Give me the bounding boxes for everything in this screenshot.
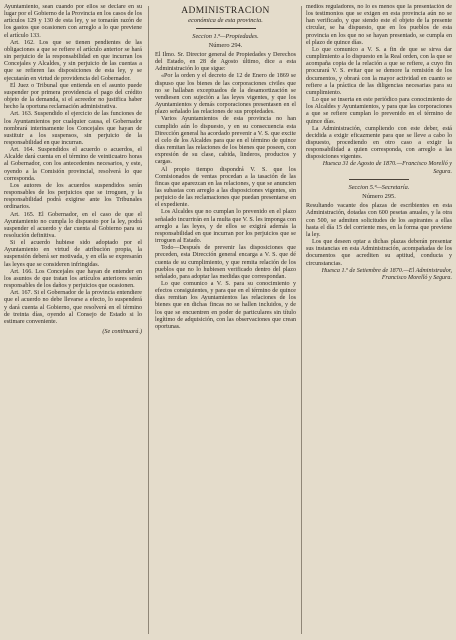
body-paragraph: Varios Ayuntamientos de esta provincia no han cumplido aún lo dispuesto, y en su consecuencia esta Dirección general ha acordado prevenir a V. S. que excite el celo de los Alcaldes para que en el término de quince días remitan las relaciones de los bienes que poseen, con expresión de su clase, cabida, linderos, productos y cargas. (155, 116, 296, 166)
body-paragraph: Todo—Después de prevenir las disposiciones que preceden, esta Dirección general encarga a V. S. que dé cuenta de su cumplimiento, y que remita relación de los pueblos que no lo hubiesen verificado dentro del plazo señalado, para adoptar las medidas que correspondan. (155, 245, 296, 280)
subsection-title: Seccion 5.ª—Secretaría. (348, 184, 410, 192)
body-paragraph: Los Alcaldes que no cumplan lo prevenido en el plazo señalado incurrirán en la multa que V. S. les imponga con arreglo a las leyes, y de ellos se exigirá además la responsabilidad en que incurran por los perjuicios que se irroguen al Estado. (155, 209, 296, 245)
column-left-body (4, 4, 142, 326)
body-paragraph: Art. 162. Los que se tienen pendientes de las obligaciones a que se refiere el artículo anterior se hará sin perjuicio de la responsabilidad en que incurran los Concejales y Alcaldes, y sin perjuicio de las cuentas a que se refieren las disposiciones de esta ley, y se ejecutarán en virtud de providencia del Gobernador. (4, 39, 142, 82)
body-paragraph: Lo que comunico a V. S. a fin de que se sirva dar cumplimiento a lo dispuesto en la Real orden, con la que se acompaña copia de la relación a que se refiere, a cuyo fin procurará V. S. evitar que se demore la remisión de los documentos, y obrará con la mayor actividad en cuanto se refiere a la práctica de las diligencias necesarias para su cumplimiento. (306, 46, 452, 96)
signature-line-2: Huesca 1.º de Setiembre de 1870.—El Administrador, Francisco Morelló y Segura. (321, 267, 452, 282)
body-paragraph: El Juez o Tribunal que entienda en el asunto puede suspender por primera providencia el pago del crédito objeto de la demanda, si el acreedor no justifica haber hecho la oportuna reclamación administrativa. (4, 82, 142, 111)
item-number: Número 295. (362, 193, 396, 201)
body-paragraph: medios reguladores, no lo es menos que la presentación de los testimonios que se exigen en esta provincia aún no se han verificado, y que siendo este el objeto de la presente circular, se ha dispuesto, que en los pueblos de esta provincia en los que no se hayan presentado, se cumpla en el plazo de quince días. (306, 4, 452, 46)
heading-rule (196, 28, 256, 29)
column-right-body (306, 4, 452, 161)
body-paragraph: El Ilmo. Sr. Director general de Propiedades y Derechos del Estado, en 28 de Agosto último, dice a esta Administración lo que sigue: (155, 52, 296, 73)
column-center-body (155, 52, 296, 331)
column-left (4, 4, 142, 636)
section-subheading: económica de esta provincia. (188, 17, 263, 24)
subsection-title: Seccion 1.ª—Propiedades. (192, 33, 259, 40)
body-paragraph: Art. 166. Los Concejales que hayan de entender en los asuntos de que tratan los artículos anteriores serán responsables de los daños y perjuicios que ocasionen. (4, 268, 142, 290)
column-divider (301, 6, 302, 634)
body-paragraph: Los autores de los acuerdos suspendidos serán responsables de los perjuicios que se irroguen, y la responsabilidad podrá exigirse ante los Tribunales ordinarios. (4, 182, 142, 211)
body-paragraph: Los que deseen optar a dichas plazas deberán presentar sus instancias en esta Administración, acompañadas de los documentos que acrediten su aptitud, conducta y circunstancias. (306, 239, 452, 267)
body-paragraph: La Administración, cumpliendo con este deber, está decidida a exigir eficazmente para que se lleve a cabo lo dispuesto, procediendo en otro caso a exigir la responsabilidad a quien corresponda, con arreglo a las disposiciones vigentes. (306, 125, 452, 161)
body-paragraph: Lo que comunico a V. S. para su conocimiento y efectos consiguientes, y para que en el término de quince días remitan los Ayuntamientos las relaciones de los bienes que en dichas fincas no se hallen incluidos, y de los que se encuentren en poder de particulares sin título legítimo de adquisición, con las observaciones que crean oportunas. (155, 281, 296, 330)
body-paragraph: Art. 165. El Gobernador, en el caso de que el Ayuntamiento no cumpla lo dispuesto por la ley, podrá suspender el acuerdo y dar cuenta al Gobierno para su resolución definitiva. (4, 211, 142, 239)
column-right-body-2 (306, 203, 452, 267)
body-paragraph: Art. 164. Suspendidos el acuerdo o acuerdos, el Alcalde dará cuenta en el término de veinticuatro horas al Gobernador, con los antecedentes necesarios, y este, oyendo a la Comisión provincial, resolverá lo que corresponda. (4, 147, 142, 182)
column-divider (148, 6, 149, 634)
column-right (306, 4, 452, 636)
body-paragraph: Ayuntamiento, sean cuando por ellos se declare en su lugar por el Gobierno de la Provincia en los casos de los artículos 129 y 130 de esta ley, y se tomarán razón de los gastos que ocasionen con arreglo a lo que previene el artículo 133. (4, 4, 142, 39)
body-paragraph: Art. 163. Suspendido el ejercicio de las funciones de los Ayuntamientos por cualquier causa, el Gobernador nombrará interinamente los Concejales que hayan de sustituir a los suspensos, sin perjuicio de la responsabilidad en que incurran. (4, 111, 142, 146)
continuation-note: (Se continuará.) (102, 329, 142, 336)
column-center (155, 4, 296, 636)
section-rule (349, 179, 409, 180)
body-paragraph: Resultando vacante dos plazas de escribientes en esta Administración, dotadas con 600 pesetas anuales, y la otra con 500, se admiten solicitudes de los aspirantes a ellas hasta el día 15 del corriente mes, en la forma que previene la ley. (306, 203, 452, 238)
body-paragraph: Si el acuerdo hubiese sido adoptado por el Ayuntamiento en virtud de atribución propia, la suspensión deberá ser motivada, y en ella se expresarán las leyes que se consideren infringidas. (4, 240, 142, 268)
signature-line: Huesca 31 de Agosto de 1870.—Francisco Morelló y Segura. (322, 161, 452, 175)
body-paragraph: Art. 167. Si el Gobernador de la provincia entendiere que el acuerdo no debe llevarse a efecto, lo suspenderá y dará cuenta al Gobierno, que resolverá en el término de treinta días, oyendo al Consejo de Estado si lo estimare conveniente. (4, 290, 142, 325)
body-paragraph: Lo que se inserta en este periódico para conocimiento de los Alcaldes y Ayuntamientos, y para que las corporaciones a que se refiere cumplan lo prevenido en el término de quince días. (306, 97, 452, 125)
section-heading: ADMINISTRACION (181, 6, 270, 16)
body-paragraph: «Por la orden y el decreto de 12 de Enero de 1869 se dispuso que los bienes de las corporaciones civiles que no se hallaban exceptuados de la desamortización se vendiesen con sujeción a las leyes vigentes, y que los Ayuntamientos y demás corporaciones presentasen en el plazo señalado las relaciones de sus propiedades. (155, 73, 296, 116)
body-paragraph: Al propio tiempo dispondrá V. S. que los Comisionados de ventas procedan a la tasación de las fincas que aparezcan en las relaciones, y que se anuncien las subastas con arreglo a las disposiciones vigentes, sin perjuicio de las reclamaciones que puedan presentarse en el expediente. (155, 166, 296, 209)
item-number: Número 294. (208, 42, 243, 49)
